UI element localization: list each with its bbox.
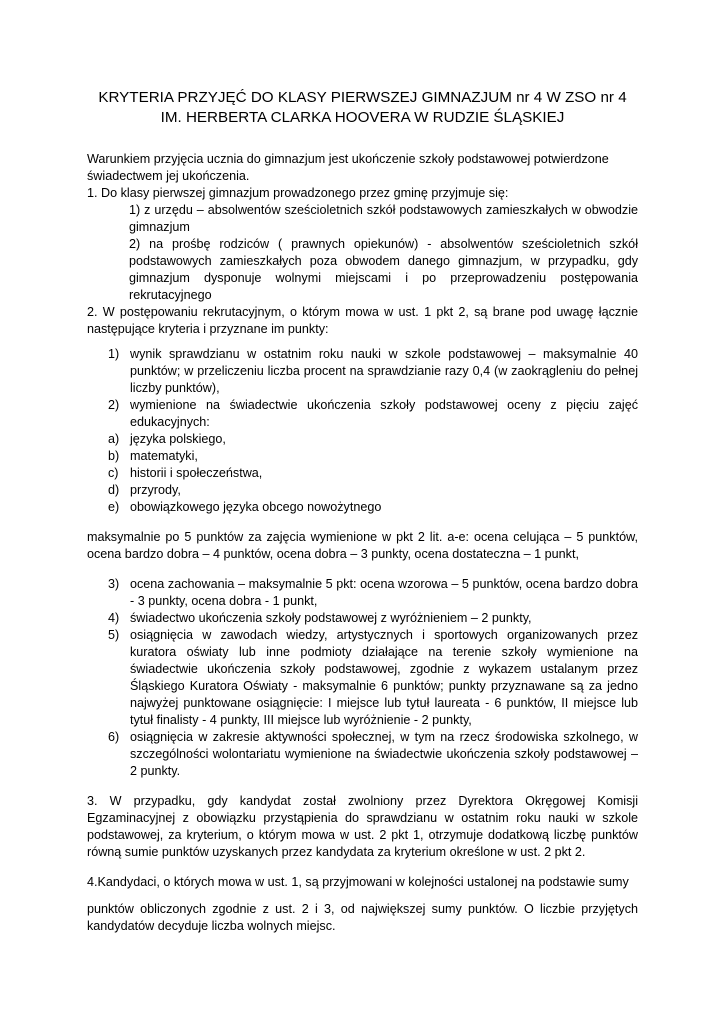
list-item-number: c)	[108, 466, 119, 480]
section-2-heading: 2. W postępowaniu rekrutacyjnym, o którym mowa w ust. 1 pkt 2, są brane pod uwagę łącznie następujące kryteria i przyznane im punkty:	[87, 305, 638, 336]
list-item-text: matematyki,	[130, 449, 198, 463]
list-item-text: osiągnięcia w zawodach wiedzy, artystycznych i sportowych organizowanych przez kuratora oświaty lub inne podmioty działające na terenie szkoły wymienione na świadectwie ukończenia szkoły podstawowej, zgodnie z wykazem ustalanym przez Śląskiego Kuratora Oświaty - maksymalnie 6 punktów; punkty przyznawane są za jedno najwyżej punktowane osiągnięcie: I miejsce lub tytuł laureata - 6 punktów, II miejsce lub tytuł finalisty - 4 punkty, III miejsce lub wyróżnienie - 2 punkty,	[130, 628, 638, 727]
list-item-text: świadectwo ukończenia szkoły podstawowej z wyróżnieniem – 2 punkty,	[130, 611, 532, 625]
section-4-paragraph-part-1: 4.Kandydaci, o których mowa w ust. 1, są przyjmowani w kolejności ustalonej na podstawie sumy	[87, 875, 629, 889]
list-item	[87, 346, 638, 397]
section-3-paragraph: 3. W przypadku, gdy kandydat został zwolniony przez Dyrektora Okręgowej Komisji Egzaminacyjnej z obowiązku przystąpienia do sprawdzianu w ostatnim roku nauki w szkole podstawowej, za kryterium, o którym mowa w ust. 2 pkt 1, otrzymuje dodatkową liczbę punktów równą sumie punktów uzyskanych przez kandydata za kryterium określone w ust. 2 pkt 2.	[87, 794, 638, 859]
section-4-paragraph-part-2: punktów obliczonych zgodnie z ust. 2 i 3, od największej sumy punktów. O liczbie przyjętych kandydatów decyduje liczba wolnych miejsc.	[87, 902, 638, 933]
list-item-number: a)	[108, 432, 120, 446]
section-1-item-2: 2) na prośbę rodziców ( prawnych opiekunów) - absolwentów sześcioletnich szkół podstawowych zamieszkałych poza obwodem danego gimnazjum, w przypadku, gdy gimnazjum dysponuje wolnymi miejscami i po przeprowadzeniu postępowania rekrutacyjnego	[129, 237, 638, 302]
list-item	[87, 431, 638, 448]
list-item-number: d)	[108, 483, 120, 497]
section-1-heading: 1. Do klasy pierwszej gimnazjum prowadzonego przez gminę przyjmuje się:	[87, 186, 509, 200]
grades-note: maksymalnie po 5 punktów za zajęcia wymienione w pkt 2 lit. a-e: ocena celująca – 5 punktów, ocena bardzo dobra – 4 punktów, ocena dobra – 3 punkty, ocena dostateczna – 1 punkt,	[87, 530, 638, 561]
list-item-text: przyrody,	[130, 483, 181, 497]
section-1-item-1: 1) z urzędu – absolwentów sześcioletnich szkół podstawowych zamieszkałych w obwodzie gimnazjum	[129, 203, 638, 234]
criteria-list-a	[87, 346, 638, 516]
title-line-1: KRYTERIA PRZYJĘĆ DO KLASY PIERWSZEJ GIMNAZJUM nr 4 W ZSO nr 4	[98, 89, 627, 106]
list-item	[87, 465, 638, 482]
list-item-text: historii i społeczeństwa,	[130, 466, 263, 480]
list-item	[87, 397, 638, 431]
list-item-number: e)	[108, 500, 120, 514]
list-item	[87, 576, 638, 610]
list-item-text: ocena zachowania – maksymalnie 5 pkt: ocena wzorowa – 5 punktów, ocena bardzo dobra - 3 punkty, ocena dobra - 1 punkt,	[130, 577, 638, 608]
list-item-number: 6)	[108, 730, 120, 744]
title-line-2: IM. HERBERTA CLARKA HOOVERA W RUDZIE ŚLĄSKIEJ	[160, 109, 565, 126]
list-item	[87, 627, 638, 729]
list-item	[87, 499, 638, 516]
list-item	[87, 729, 638, 780]
document-title	[87, 88, 638, 128]
list-item-text: języka polskiego,	[130, 432, 226, 446]
list-item-number: 2)	[108, 398, 120, 412]
list-item	[87, 610, 638, 627]
list-item-number: 1)	[108, 347, 120, 361]
list-item-text: osiągnięcia w zakresie aktywności społecznej, w tym na rzecz środowiska szkolnego, w szczególności wolontariatu wymienione na świadectwie ukończenia szkoły podstawowej – 2 punkty.	[130, 730, 638, 778]
list-item-number: 3)	[108, 577, 120, 591]
intro-paragraph: Warunkiem przyjęcia ucznia do gimnazjum jest ukończenie szkoły podstawowej potwierdzone świadectwem jej ukończenia.	[87, 152, 609, 183]
list-item	[87, 448, 638, 465]
list-item	[87, 482, 638, 499]
list-item-number: 5)	[108, 628, 120, 642]
list-item-text: obowiązkowego języka obcego nowożytnego	[130, 500, 382, 514]
list-item-text: wynik sprawdzianu w ostatnim roku nauki w szkole podstawowej – maksymalnie 40 punktów; w przeliczeniu liczba procent na sprawdzianie razy 0,4 (w zaokrągleniu do pełnej liczby punktów),	[130, 347, 638, 395]
list-item-number: b)	[108, 449, 120, 463]
list-item-number: 4)	[108, 611, 120, 625]
criteria-list-b	[87, 576, 638, 780]
list-item-text: wymienione na świadectwie ukończenia szkoły podstawowej oceny z pięciu zajęć edukacyjnych:	[130, 398, 638, 429]
